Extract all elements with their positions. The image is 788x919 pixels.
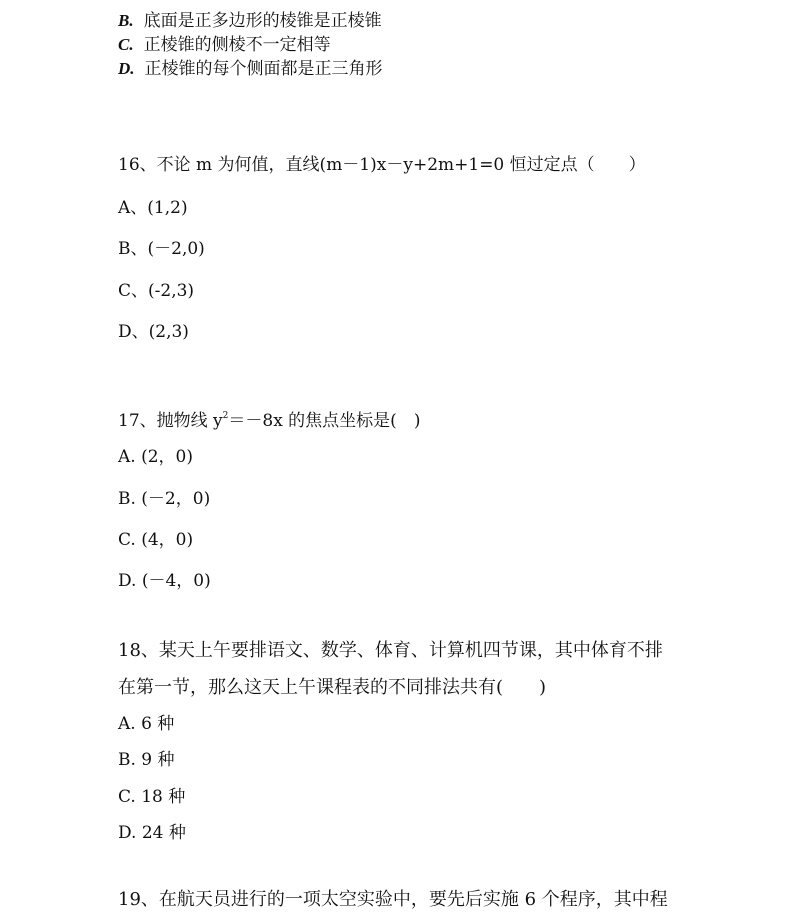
q16-option-c: C、(-2,3)	[118, 281, 195, 301]
q17-option-c: C. (4，0)	[118, 530, 194, 550]
q15-option-c-text: 正棱锥的侧棱不一定相等	[143, 35, 331, 55]
q17-stem	[118, 405, 420, 432]
q15-option-d	[118, 58, 383, 80]
q16-option-a: A、(1,2)	[118, 198, 188, 218]
q19-stem-line1: 19、在航天员进行的一项太空实验中，要先后实施 6 个程序，其中程	[118, 889, 668, 910]
q17-option-a: A. (2，0)	[118, 447, 193, 467]
q15-option-b	[118, 10, 382, 32]
q15-option-d-text: 正棱锥的每个侧面都是正三角形	[144, 59, 383, 79]
q16-stem: 16、不论 m 为何值，直线(m－1)x－y+2m+1=0 恒过定点（ ）	[118, 155, 646, 175]
q16-option-b: B、(－2,0)	[118, 239, 205, 259]
q15-option-b-text: 底面是正多边形的棱锥是正棱锥	[143, 11, 382, 31]
q18-option-c: C. 18 种	[118, 787, 186, 807]
q17-stem-suffix: ＝－8x 的焦点坐标是( )	[228, 411, 421, 431]
q18-option-a: A. 6 种	[118, 714, 175, 734]
q18-option-b: B. 9 种	[118, 750, 175, 770]
q18-option-d: D. 24 种	[118, 823, 186, 843]
q16-option-d: D、(2,3)	[118, 322, 189, 342]
q18-stem-line1: 18、某天上午要排语文、数学、体育、计算机四节课，其中体育不排	[118, 640, 663, 661]
q15-option-c	[118, 34, 331, 56]
q17-option-b: B. (－2，0)	[118, 489, 211, 509]
q15-option-c-letter: C.	[118, 35, 134, 54]
q17-stem-exponent: 2	[222, 411, 229, 421]
q17-stem-prefix: 17、抛物线 y	[118, 411, 223, 431]
q17-option-d: D. (－4，0)	[118, 571, 211, 591]
q18-stem-line2: 在第一节，那么这天上午课程表的不同排法共有( )	[118, 677, 547, 698]
q15-option-b-letter: B.	[118, 11, 134, 30]
q15-option-d-letter: D.	[118, 59, 135, 78]
